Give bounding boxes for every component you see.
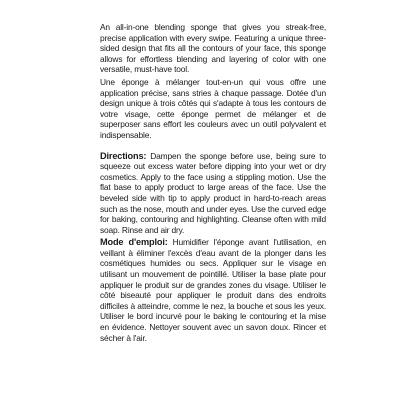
directions-english [100, 151, 326, 236]
description-french: Une éponge à mélanger tout-en-un qui vous offre une application précise, sans stries à chaque passage. Dotée d'un design unique à trois côtés qui s'adapte à tous les contours de votre visage, cette éponge permet de mélanger et de superposer sans effort les couleurs avec un outil polyvalent et indispensable. [100, 76, 326, 140]
mode-emploi-text: Humidifier l'éponge avant l'utilisation, en veillant à éliminer l'excès d'eau avant de la plonger dans les cosmétiques humides ou secs. Appliquer sur le visage en utilisant un mouvement de pointillé. Utiliser la base plate pour appliquer le produit sur de grandes zones du visage. Utiliser le côté biseauté pour appliquer le produit dans des endroits difficiles à atteindre, comme le nez, la bouche et sous les yeux. Utiliser le bord incurvé pour le baking le contouring et la mise en évidence. Nettoyer souvent avec un savon doux. Rincer et sécher à l'air. [100, 237, 326, 343]
product-label-text [100, 22, 326, 343]
directions-french [100, 237, 326, 343]
directions-heading: Directions: [100, 150, 147, 161]
description-english: An all-in-one blending sponge that gives you streak-free, precise application with every swipe. Featuring a unique three-sided design that fits all the contours of your face, this sponge allows for effortless blending and layering of color with one versatile, must-have tool. [100, 22, 326, 75]
section-gap [100, 141, 326, 151]
directions-text: Dampen the sponge before use, being sure to squeeze out excess water before dipping into your wet or dry cosmetics. Apply to the face using a stippling motion. Use the flat base to apply product to large areas of the face. Use the beveled side with tip to apply product in hard-to-reach areas such as the nose, mouth and under eyes. Use the curved edge for baking, contouring and highlighting. Cleanse often with mild soap. Rinse and air dry. [100, 150, 326, 235]
mode-emploi-heading: Mode d'emploi: [100, 237, 168, 248]
